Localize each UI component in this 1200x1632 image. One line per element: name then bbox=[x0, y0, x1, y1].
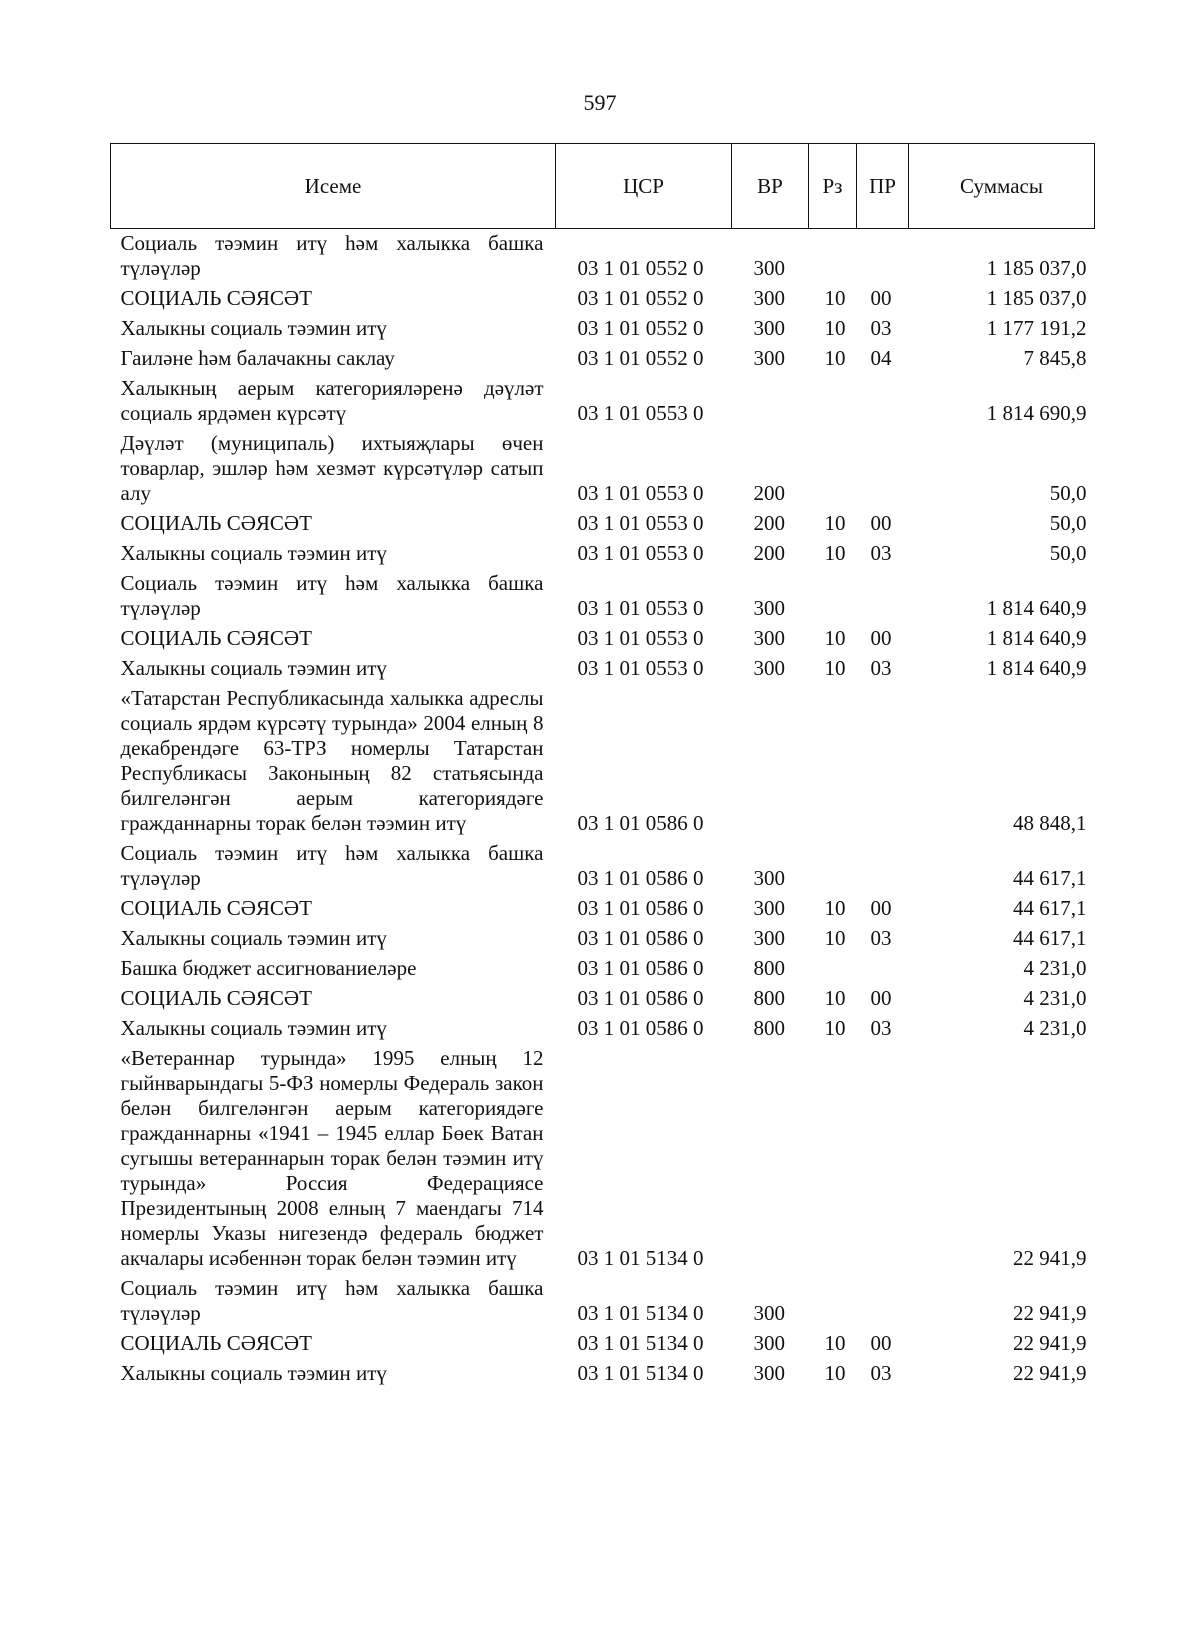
cell-pr bbox=[857, 839, 909, 894]
cell-vr: 300 bbox=[753, 1331, 785, 1355]
cell-vr: 300 bbox=[753, 626, 785, 650]
cell-sum: 22 941,9 bbox=[1013, 1301, 1087, 1325]
table-row bbox=[111, 624, 1095, 654]
cell-vr: 800 bbox=[753, 1016, 785, 1040]
cell-rz: 10 bbox=[824, 286, 846, 310]
cell-vr bbox=[732, 374, 809, 429]
table-row bbox=[111, 894, 1095, 924]
cell-name: СОЦИАЛЬ СӘЯСӘТ bbox=[120, 986, 312, 1010]
cell-rz bbox=[809, 374, 857, 429]
cell-name: Гаиләне һәм балачакны саклау bbox=[120, 346, 395, 370]
cell-csr: 03 1 01 0553 0 bbox=[577, 481, 704, 505]
cell-name: Социаль тәэмин итү һәм халыкка башка түләүләр bbox=[120, 841, 544, 890]
cell-vr: 300 bbox=[753, 286, 785, 310]
cell-pr bbox=[857, 569, 909, 624]
cell-vr: 300 bbox=[753, 896, 785, 920]
cell-rz bbox=[809, 1044, 857, 1274]
cell-vr: 300 bbox=[753, 346, 785, 370]
cell-vr bbox=[732, 684, 809, 839]
cell-pr bbox=[857, 429, 909, 509]
header-rz: Рз bbox=[809, 144, 857, 229]
cell-rz: 10 bbox=[824, 541, 846, 565]
cell-rz: 10 bbox=[824, 926, 846, 950]
table-row bbox=[111, 1329, 1095, 1359]
table-header bbox=[111, 144, 1095, 229]
header-row bbox=[111, 144, 1095, 229]
cell-pr: 00 bbox=[870, 511, 892, 535]
cell-pr bbox=[857, 374, 909, 429]
cell-csr: 03 1 01 5134 0 bbox=[577, 1361, 704, 1385]
table-row bbox=[111, 314, 1095, 344]
budget-table bbox=[110, 143, 1095, 1389]
cell-name: Халыкның аерым категорияләренә дәүләт социаль ярдәмен күрсәтү bbox=[120, 376, 544, 425]
cell-csr: 03 1 01 0552 0 bbox=[577, 316, 704, 340]
cell-rz: 10 bbox=[824, 346, 846, 370]
cell-pr: 00 bbox=[870, 986, 892, 1010]
cell-sum: 7 845,8 bbox=[1023, 346, 1087, 370]
cell-sum: 50,0 bbox=[1049, 481, 1087, 505]
cell-csr: 03 1 01 0553 0 bbox=[577, 401, 704, 425]
cell-vr: 300 bbox=[753, 316, 785, 340]
table-row bbox=[111, 539, 1095, 569]
cell-vr: 200 bbox=[753, 541, 785, 565]
cell-csr: 03 1 01 0586 0 bbox=[577, 986, 704, 1010]
table-row bbox=[111, 954, 1095, 984]
cell-csr: 03 1 01 0552 0 bbox=[577, 256, 704, 280]
cell-pr: 03 bbox=[870, 541, 892, 565]
table-row bbox=[111, 1274, 1095, 1329]
cell-sum: 1 177 191,2 bbox=[986, 316, 1087, 340]
cell-name: Социаль тәэмин итү һәм халыкка башка түләүләр bbox=[120, 1276, 544, 1325]
cell-csr: 03 1 01 5134 0 bbox=[577, 1331, 704, 1355]
cell-csr: 03 1 01 0553 0 bbox=[577, 511, 704, 535]
table-row bbox=[111, 429, 1095, 509]
cell-name: СОЦИАЛЬ СӘЯСӘТ bbox=[120, 896, 312, 920]
table-row bbox=[111, 1044, 1095, 1274]
cell-name: СОЦИАЛЬ СӘЯСӘТ bbox=[120, 286, 312, 310]
cell-vr: 200 bbox=[753, 511, 785, 535]
header-name: Исеме bbox=[111, 144, 556, 229]
header-pr: ПР bbox=[857, 144, 909, 229]
cell-sum: 1 814 640,9 bbox=[986, 626, 1087, 650]
cell-name: Социаль тәэмин итү һәм халыкка башка түләүләр bbox=[120, 571, 544, 620]
cell-rz: 10 bbox=[824, 511, 846, 535]
cell-csr: 03 1 01 0586 0 bbox=[577, 956, 704, 980]
cell-csr: 03 1 01 0586 0 bbox=[577, 926, 704, 950]
cell-rz bbox=[809, 1274, 857, 1329]
table-row bbox=[111, 284, 1095, 314]
cell-pr: 00 bbox=[870, 626, 892, 650]
cell-name: Халыкны социаль тәэмин итү bbox=[120, 1361, 387, 1385]
cell-name: Социаль тәэмин итү һәм халыкка башка түләүләр bbox=[120, 231, 544, 280]
cell-vr: 800 bbox=[753, 956, 785, 980]
cell-pr bbox=[857, 1044, 909, 1274]
cell-rz: 10 bbox=[824, 316, 846, 340]
cell-sum: 1 814 640,9 bbox=[986, 656, 1087, 680]
table-row bbox=[111, 984, 1095, 1014]
cell-pr: 03 bbox=[870, 1361, 892, 1385]
cell-vr bbox=[732, 1044, 809, 1274]
cell-pr: 04 bbox=[870, 346, 892, 370]
cell-sum: 44 617,1 bbox=[1013, 866, 1087, 890]
cell-csr: 03 1 01 0586 0 bbox=[577, 811, 704, 835]
table-body bbox=[111, 229, 1095, 1390]
table-row bbox=[111, 839, 1095, 894]
cell-name: Халыкны социаль тәэмин итү bbox=[120, 541, 387, 565]
cell-name: СОЦИАЛЬ СӘЯСӘТ bbox=[120, 1331, 312, 1355]
cell-vr: 300 bbox=[753, 256, 785, 280]
table-row bbox=[111, 344, 1095, 374]
cell-pr: 00 bbox=[870, 896, 892, 920]
cell-rz bbox=[809, 839, 857, 894]
cell-sum: 22 941,9 bbox=[1013, 1246, 1087, 1270]
cell-name: Халыкны социаль тәэмин итү bbox=[120, 316, 387, 340]
cell-csr: 03 1 01 0553 0 bbox=[577, 626, 704, 650]
cell-vr: 800 bbox=[753, 986, 785, 1010]
table-row bbox=[111, 1359, 1095, 1389]
cell-name: «Татарстан Республикасында халыкка адреслы социаль ярдәм күрсәтү турында» 2004 елның 8 декабрендәге 63-ТРЗ номерлы Татарстан Республикасы Законының 82 статьясында билгеләнгән аерым категориядәге гражданнарны торак белән тәэмин итү bbox=[120, 686, 544, 835]
cell-name: «Ветераннар турында» 1995 елның 12 гыйнварындагы 5-ФЗ номерлы Федераль закон белән билгеләнгән аерым категориядәге гражданнарны «1941 – 1945 еллар Бөек Ватан сугышы ветераннарын торак белән тәэмин итү турында» Россия Федерациясе Президентының 2008 елның 7 маендагы 714 номерлы Указы нигезендә федераль бюджет акчалары исәбеннән торак белән тәэмин итү bbox=[120, 1046, 544, 1270]
cell-name: Дәүләт (муниципаль) ихтыяҗлары өчен товарлар, эшләр һәм хезмәт күрсәтүләр сатып алу bbox=[120, 431, 544, 505]
cell-sum: 4 231,0 bbox=[1023, 956, 1087, 980]
table-row bbox=[111, 654, 1095, 684]
cell-rz: 10 bbox=[824, 626, 846, 650]
cell-pr: 00 bbox=[870, 286, 892, 310]
page-number: 597 bbox=[583, 90, 617, 115]
header-sum: Суммасы bbox=[909, 144, 1095, 229]
cell-sum: 44 617,1 bbox=[1013, 896, 1087, 920]
cell-sum: 4 231,0 bbox=[1023, 986, 1087, 1010]
cell-pr: 03 bbox=[870, 926, 892, 950]
cell-vr: 300 bbox=[753, 1301, 785, 1325]
cell-sum: 1 185 037,0 bbox=[986, 256, 1087, 280]
cell-sum: 22 941,9 bbox=[1013, 1331, 1087, 1355]
cell-pr bbox=[857, 1274, 909, 1329]
table-row bbox=[111, 229, 1095, 285]
cell-csr: 03 1 01 0586 0 bbox=[577, 896, 704, 920]
cell-rz: 10 bbox=[824, 896, 846, 920]
cell-name: Халыкны социаль тәэмин итү bbox=[120, 1016, 387, 1040]
cell-pr bbox=[857, 684, 909, 839]
cell-name: Башка бюджет ассигнованиеләре bbox=[120, 956, 417, 980]
cell-sum: 4 231,0 bbox=[1023, 1016, 1087, 1040]
table-row bbox=[111, 509, 1095, 539]
cell-csr: 03 1 01 0586 0 bbox=[577, 1016, 704, 1040]
cell-sum: 48 848,1 bbox=[1013, 811, 1087, 835]
cell-csr: 03 1 01 0552 0 bbox=[577, 346, 704, 370]
cell-vr: 300 bbox=[753, 866, 785, 890]
cell-pr bbox=[857, 229, 909, 285]
cell-pr: 03 bbox=[870, 316, 892, 340]
cell-rz bbox=[809, 229, 857, 285]
cell-sum: 50,0 bbox=[1049, 541, 1087, 565]
cell-pr: 00 bbox=[870, 1331, 892, 1355]
cell-rz bbox=[809, 569, 857, 624]
cell-rz: 10 bbox=[824, 1361, 846, 1385]
cell-sum: 1 185 037,0 bbox=[986, 286, 1087, 310]
header-vr: ВР bbox=[732, 144, 809, 229]
cell-csr: 03 1 01 0552 0 bbox=[577, 286, 704, 310]
cell-sum: 50,0 bbox=[1049, 511, 1087, 535]
header-csr: ЦСР bbox=[556, 144, 732, 229]
cell-rz bbox=[809, 684, 857, 839]
cell-vr: 300 bbox=[753, 1361, 785, 1385]
cell-csr: 03 1 01 0553 0 bbox=[577, 596, 704, 620]
table-row bbox=[111, 374, 1095, 429]
cell-vr: 300 bbox=[753, 656, 785, 680]
cell-rz bbox=[809, 429, 857, 509]
table-row bbox=[111, 684, 1095, 839]
cell-rz: 10 bbox=[824, 986, 846, 1010]
cell-pr: 03 bbox=[870, 1016, 892, 1040]
cell-csr: 03 1 01 5134 0 bbox=[577, 1301, 704, 1325]
table-row bbox=[111, 924, 1095, 954]
cell-csr: 03 1 01 0586 0 bbox=[577, 866, 704, 890]
cell-vr: 300 bbox=[753, 596, 785, 620]
cell-name: Халыкны социаль тәэмин итү bbox=[120, 656, 387, 680]
cell-pr bbox=[857, 954, 909, 984]
cell-sum: 44 617,1 bbox=[1013, 926, 1087, 950]
cell-name: СОЦИАЛЬ СӘЯСӘТ bbox=[120, 626, 312, 650]
cell-name: Халыкны социаль тәэмин итү bbox=[120, 926, 387, 950]
cell-sum: 1 814 690,9 bbox=[986, 401, 1087, 425]
cell-rz: 10 bbox=[824, 656, 846, 680]
table-row bbox=[111, 569, 1095, 624]
cell-rz: 10 bbox=[824, 1016, 846, 1040]
cell-csr: 03 1 01 0553 0 bbox=[577, 541, 704, 565]
table-row bbox=[111, 1014, 1095, 1044]
cell-vr: 200 bbox=[753, 481, 785, 505]
cell-sum: 1 814 640,9 bbox=[986, 596, 1087, 620]
cell-csr: 03 1 01 0553 0 bbox=[577, 656, 704, 680]
cell-pr: 03 bbox=[870, 656, 892, 680]
cell-rz bbox=[809, 954, 857, 984]
cell-csr: 03 1 01 5134 0 bbox=[577, 1246, 704, 1270]
cell-sum: 22 941,9 bbox=[1013, 1361, 1087, 1385]
cell-vr: 300 bbox=[753, 926, 785, 950]
cell-rz: 10 bbox=[824, 1331, 846, 1355]
cell-name: СОЦИАЛЬ СӘЯСӘТ bbox=[120, 511, 312, 535]
